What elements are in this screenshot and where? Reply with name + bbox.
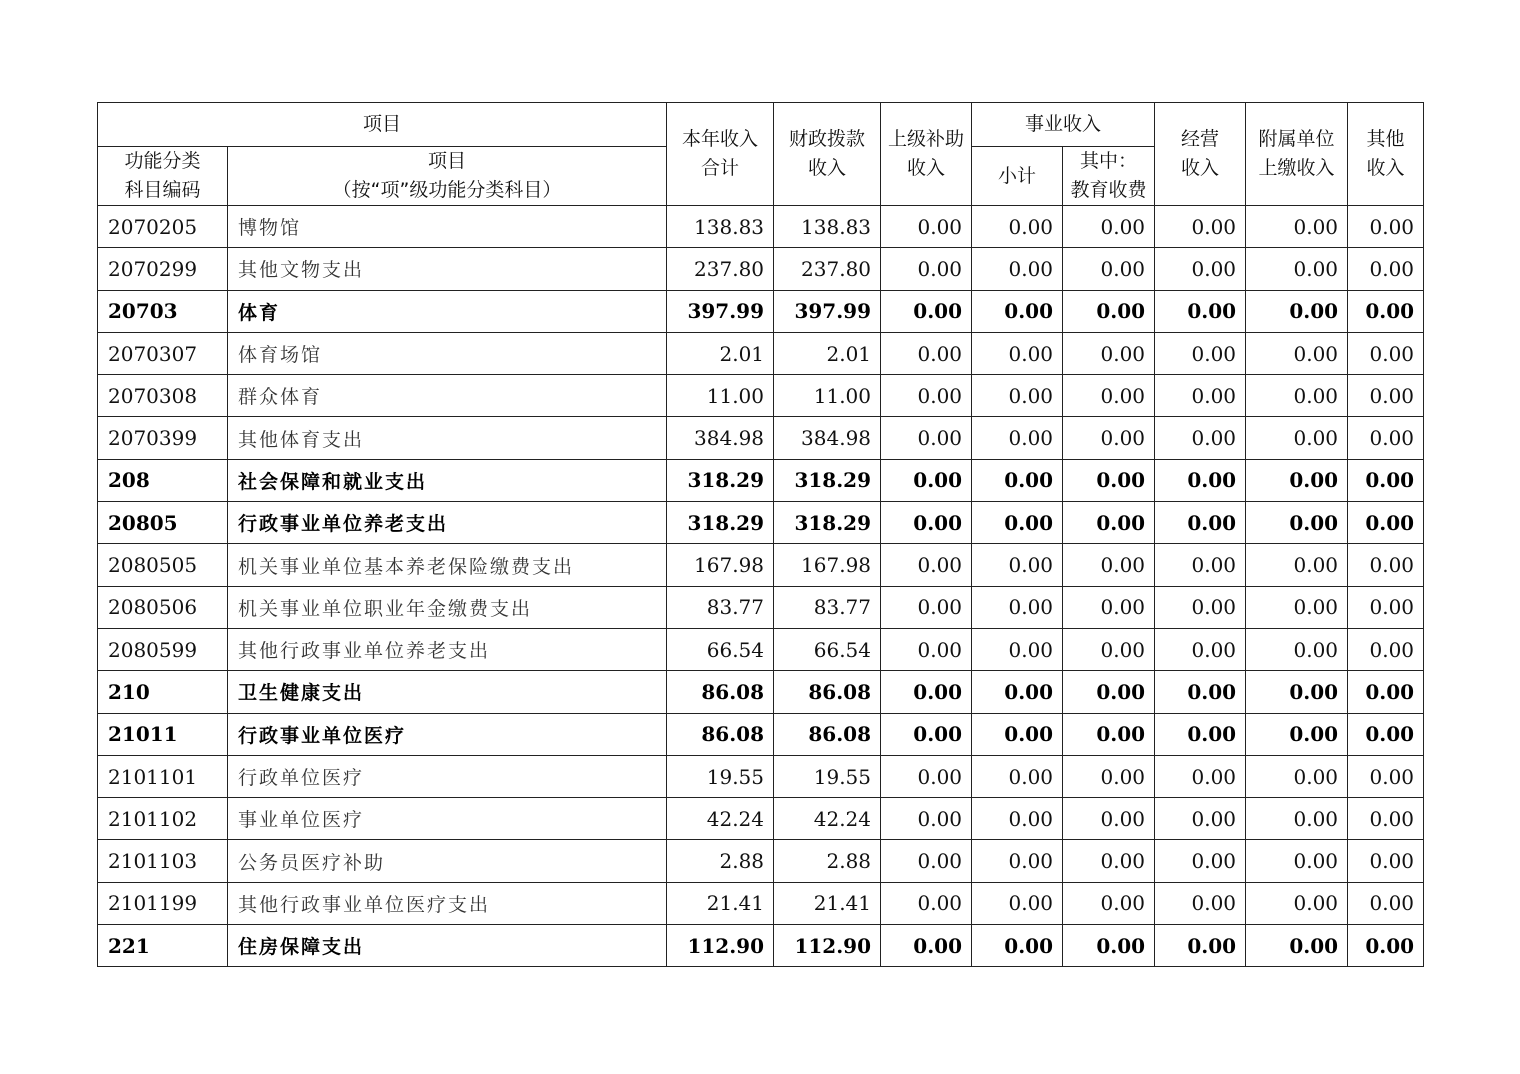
cell-education-fee: 0.00 xyxy=(1063,755,1155,797)
cell-business-subtotal: 0.00 xyxy=(972,586,1063,628)
cell-operating-income: 0.00 xyxy=(1155,544,1246,586)
cell-education-fee: 0.00 xyxy=(1063,417,1155,459)
cell-business-subtotal: 0.00 xyxy=(972,290,1063,332)
cell-operating-income: 0.00 xyxy=(1155,290,1246,332)
cell-operating-income: 0.00 xyxy=(1155,375,1246,417)
cell-superior-subsidy: 0.00 xyxy=(881,882,972,924)
table-row xyxy=(98,502,1424,544)
cell-function-code: 221 xyxy=(98,925,228,967)
cell-operating-income: 0.00 xyxy=(1155,671,1246,713)
cell-other-income: 0.00 xyxy=(1348,459,1424,501)
cell-superior-subsidy: 0.00 xyxy=(881,628,972,670)
cell-function-code: 2070299 xyxy=(98,248,228,290)
cell-total-income: 112.90 xyxy=(667,925,774,967)
cell-education-fee: 0.00 xyxy=(1063,882,1155,924)
cell-total-income: 397.99 xyxy=(667,290,774,332)
cell-business-subtotal: 0.00 xyxy=(972,882,1063,924)
cell-total-income: 19.55 xyxy=(667,755,774,797)
table-row xyxy=(98,206,1424,248)
table-row xyxy=(98,925,1424,967)
cell-total-income: 11.00 xyxy=(667,375,774,417)
cell-education-fee: 0.00 xyxy=(1063,798,1155,840)
cell-superior-subsidy: 0.00 xyxy=(881,755,972,797)
cell-fiscal-appropriation: 21.41 xyxy=(774,882,881,924)
cell-operating-income: 0.00 xyxy=(1155,713,1246,755)
cell-superior-subsidy: 0.00 xyxy=(881,290,972,332)
cell-item-name: 卫生健康支出 xyxy=(228,671,667,713)
cell-education-fee: 0.00 xyxy=(1063,502,1155,544)
cell-superior-subsidy: 0.00 xyxy=(881,206,972,248)
cell-function-code: 21011 xyxy=(98,713,228,755)
cell-total-income: 83.77 xyxy=(667,586,774,628)
cell-fiscal-appropriation: 318.29 xyxy=(774,502,881,544)
cell-function-code: 2101101 xyxy=(98,755,228,797)
cell-superior-subsidy: 0.00 xyxy=(881,375,972,417)
cell-affiliated-income: 0.00 xyxy=(1246,290,1348,332)
header-business-income: 事业收入 xyxy=(972,103,1155,147)
cell-fiscal-appropriation: 11.00 xyxy=(774,375,881,417)
cell-item-name: 社会保障和就业支出 xyxy=(228,459,667,501)
table-row xyxy=(98,713,1424,755)
cell-function-code: 210 xyxy=(98,671,228,713)
cell-other-income: 0.00 xyxy=(1348,206,1424,248)
cell-fiscal-appropriation: 66.54 xyxy=(774,628,881,670)
cell-item-name: 体育 xyxy=(228,290,667,332)
cell-education-fee: 0.00 xyxy=(1063,628,1155,670)
cell-item-name: 行政单位医疗 xyxy=(228,755,667,797)
cell-total-income: 42.24 xyxy=(667,798,774,840)
cell-item-name: 行政事业单位养老支出 xyxy=(228,502,667,544)
cell-affiliated-income: 0.00 xyxy=(1246,925,1348,967)
cell-affiliated-income: 0.00 xyxy=(1246,628,1348,670)
cell-affiliated-income: 0.00 xyxy=(1246,502,1348,544)
cell-superior-subsidy: 0.00 xyxy=(881,332,972,374)
table-row xyxy=(98,628,1424,670)
cell-other-income: 0.00 xyxy=(1348,628,1424,670)
cell-superior-subsidy: 0.00 xyxy=(881,671,972,713)
cell-fiscal-appropriation: 318.29 xyxy=(774,459,881,501)
cell-other-income: 0.00 xyxy=(1348,375,1424,417)
cell-education-fee: 0.00 xyxy=(1063,248,1155,290)
cell-other-income: 0.00 xyxy=(1348,586,1424,628)
cell-item-name: 其他文物支出 xyxy=(228,248,667,290)
cell-operating-income: 0.00 xyxy=(1155,502,1246,544)
table-row xyxy=(98,840,1424,882)
cell-education-fee: 0.00 xyxy=(1063,713,1155,755)
cell-operating-income: 0.00 xyxy=(1155,417,1246,459)
cell-affiliated-income: 0.00 xyxy=(1246,375,1348,417)
cell-superior-subsidy: 0.00 xyxy=(881,925,972,967)
cell-function-code: 20805 xyxy=(98,502,228,544)
cell-other-income: 0.00 xyxy=(1348,544,1424,586)
cell-function-code: 2080506 xyxy=(98,586,228,628)
cell-business-subtotal: 0.00 xyxy=(972,798,1063,840)
cell-operating-income: 0.00 xyxy=(1155,248,1246,290)
cell-total-income: 167.98 xyxy=(667,544,774,586)
cell-total-income: 384.98 xyxy=(667,417,774,459)
cell-affiliated-income: 0.00 xyxy=(1246,755,1348,797)
cell-operating-income: 0.00 xyxy=(1155,755,1246,797)
cell-fiscal-appropriation: 86.08 xyxy=(774,713,881,755)
table-row xyxy=(98,544,1424,586)
cell-function-code: 20703 xyxy=(98,290,228,332)
cell-fiscal-appropriation: 237.80 xyxy=(774,248,881,290)
header-function-code: 功能分类 科目编码 xyxy=(98,147,228,206)
table-row xyxy=(98,290,1424,332)
cell-fiscal-appropriation: 42.24 xyxy=(774,798,881,840)
cell-business-subtotal: 0.00 xyxy=(972,502,1063,544)
cell-superior-subsidy: 0.00 xyxy=(881,248,972,290)
cell-other-income: 0.00 xyxy=(1348,925,1424,967)
cell-affiliated-income: 0.00 xyxy=(1246,840,1348,882)
cell-superior-subsidy: 0.00 xyxy=(881,713,972,755)
cell-affiliated-income: 0.00 xyxy=(1246,332,1348,374)
table-row xyxy=(98,755,1424,797)
cell-function-code: 208 xyxy=(98,459,228,501)
header-superior-subsidy: 上级补助 收入 xyxy=(881,103,972,206)
table-row xyxy=(98,671,1424,713)
cell-function-code: 2070307 xyxy=(98,332,228,374)
cell-fiscal-appropriation: 86.08 xyxy=(774,671,881,713)
budget-income-table xyxy=(97,102,1424,967)
cell-affiliated-income: 0.00 xyxy=(1246,459,1348,501)
cell-business-subtotal: 0.00 xyxy=(972,459,1063,501)
cell-superior-subsidy: 0.00 xyxy=(881,544,972,586)
header-total-income: 本年收入 合计 xyxy=(667,103,774,206)
cell-affiliated-income: 0.00 xyxy=(1246,586,1348,628)
cell-fiscal-appropriation: 384.98 xyxy=(774,417,881,459)
cell-education-fee: 0.00 xyxy=(1063,459,1155,501)
cell-education-fee: 0.00 xyxy=(1063,375,1155,417)
cell-superior-subsidy: 0.00 xyxy=(881,502,972,544)
cell-other-income: 0.00 xyxy=(1348,671,1424,713)
cell-other-income: 0.00 xyxy=(1348,502,1424,544)
cell-item-name: 事业单位医疗 xyxy=(228,798,667,840)
cell-education-fee: 0.00 xyxy=(1063,586,1155,628)
cell-fiscal-appropriation: 397.99 xyxy=(774,290,881,332)
cell-business-subtotal: 0.00 xyxy=(972,840,1063,882)
cell-superior-subsidy: 0.00 xyxy=(881,459,972,501)
cell-business-subtotal: 0.00 xyxy=(972,417,1063,459)
table-row xyxy=(98,248,1424,290)
header-project: 项目 xyxy=(98,103,667,147)
cell-business-subtotal: 0.00 xyxy=(972,925,1063,967)
cell-other-income: 0.00 xyxy=(1348,713,1424,755)
table-row xyxy=(98,586,1424,628)
cell-item-name: 其他行政事业单位医疗支出 xyxy=(228,882,667,924)
cell-total-income: 66.54 xyxy=(667,628,774,670)
cell-item-name: 机关事业单位职业年金缴费支出 xyxy=(228,586,667,628)
cell-operating-income: 0.00 xyxy=(1155,332,1246,374)
header-affiliated-income: 附属单位 上缴收入 xyxy=(1246,103,1348,206)
header-other-income: 其他 收入 xyxy=(1348,103,1424,206)
cell-operating-income: 0.00 xyxy=(1155,628,1246,670)
cell-function-code: 2070399 xyxy=(98,417,228,459)
cell-education-fee: 0.00 xyxy=(1063,840,1155,882)
cell-education-fee: 0.00 xyxy=(1063,206,1155,248)
cell-operating-income: 0.00 xyxy=(1155,840,1246,882)
cell-business-subtotal: 0.00 xyxy=(972,375,1063,417)
cell-other-income: 0.00 xyxy=(1348,290,1424,332)
cell-business-subtotal: 0.00 xyxy=(972,206,1063,248)
cell-fiscal-appropriation: 83.77 xyxy=(774,586,881,628)
cell-business-subtotal: 0.00 xyxy=(972,332,1063,374)
table-row xyxy=(98,417,1424,459)
table-row xyxy=(98,459,1424,501)
table-row xyxy=(98,375,1424,417)
cell-superior-subsidy: 0.00 xyxy=(881,840,972,882)
cell-fiscal-appropriation: 138.83 xyxy=(774,206,881,248)
cell-function-code: 2070308 xyxy=(98,375,228,417)
cell-total-income: 318.29 xyxy=(667,502,774,544)
cell-other-income: 0.00 xyxy=(1348,755,1424,797)
header-fiscal-appropriation: 财政拨款 收入 xyxy=(774,103,881,206)
table-header xyxy=(98,103,1424,206)
cell-fiscal-appropriation: 2.88 xyxy=(774,840,881,882)
cell-business-subtotal: 0.00 xyxy=(972,544,1063,586)
cell-function-code: 2101102 xyxy=(98,798,228,840)
cell-business-subtotal: 0.00 xyxy=(972,755,1063,797)
cell-operating-income: 0.00 xyxy=(1155,925,1246,967)
header-education-fee: 其中： 教育收费 xyxy=(1063,147,1155,206)
cell-total-income: 2.88 xyxy=(667,840,774,882)
cell-item-name: 机关事业单位基本养老保险缴费支出 xyxy=(228,544,667,586)
cell-operating-income: 0.00 xyxy=(1155,586,1246,628)
cell-operating-income: 0.00 xyxy=(1155,459,1246,501)
cell-total-income: 138.83 xyxy=(667,206,774,248)
cell-affiliated-income: 0.00 xyxy=(1246,671,1348,713)
table-row xyxy=(98,332,1424,374)
header-operating-income: 经营 收入 xyxy=(1155,103,1246,206)
cell-education-fee: 0.00 xyxy=(1063,544,1155,586)
cell-function-code: 2070205 xyxy=(98,206,228,248)
cell-item-name: 行政事业单位医疗 xyxy=(228,713,667,755)
cell-superior-subsidy: 0.00 xyxy=(881,798,972,840)
cell-total-income: 86.08 xyxy=(667,671,774,713)
cell-superior-subsidy: 0.00 xyxy=(881,417,972,459)
cell-affiliated-income: 0.00 xyxy=(1246,206,1348,248)
cell-education-fee: 0.00 xyxy=(1063,925,1155,967)
cell-fiscal-appropriation: 112.90 xyxy=(774,925,881,967)
cell-total-income: 318.29 xyxy=(667,459,774,501)
cell-other-income: 0.00 xyxy=(1348,248,1424,290)
cell-function-code: 2101103 xyxy=(98,840,228,882)
cell-business-subtotal: 0.00 xyxy=(972,671,1063,713)
header-subtotal: 小计 xyxy=(972,147,1063,206)
cell-affiliated-income: 0.00 xyxy=(1246,713,1348,755)
cell-operating-income: 0.00 xyxy=(1155,798,1246,840)
cell-item-name: 其他体育支出 xyxy=(228,417,667,459)
cell-fiscal-appropriation: 167.98 xyxy=(774,544,881,586)
cell-other-income: 0.00 xyxy=(1348,840,1424,882)
cell-fiscal-appropriation: 19.55 xyxy=(774,755,881,797)
table-body xyxy=(98,206,1424,967)
cell-other-income: 0.00 xyxy=(1348,417,1424,459)
cell-affiliated-income: 0.00 xyxy=(1246,544,1348,586)
cell-total-income: 2.01 xyxy=(667,332,774,374)
cell-superior-subsidy: 0.00 xyxy=(881,586,972,628)
cell-item-name: 博物馆 xyxy=(228,206,667,248)
cell-fiscal-appropriation: 2.01 xyxy=(774,332,881,374)
cell-item-name: 体育场馆 xyxy=(228,332,667,374)
cell-other-income: 0.00 xyxy=(1348,332,1424,374)
cell-other-income: 0.00 xyxy=(1348,882,1424,924)
cell-affiliated-income: 0.00 xyxy=(1246,417,1348,459)
cell-business-subtotal: 0.00 xyxy=(972,248,1063,290)
cell-item-name: 其他行政事业单位养老支出 xyxy=(228,628,667,670)
cell-affiliated-income: 0.00 xyxy=(1246,248,1348,290)
cell-item-name: 群众体育 xyxy=(228,375,667,417)
table-row xyxy=(98,882,1424,924)
cell-education-fee: 0.00 xyxy=(1063,332,1155,374)
table-row xyxy=(98,798,1424,840)
cell-total-income: 86.08 xyxy=(667,713,774,755)
cell-item-name: 公务员医疗补助 xyxy=(228,840,667,882)
cell-operating-income: 0.00 xyxy=(1155,206,1246,248)
cell-affiliated-income: 0.00 xyxy=(1246,798,1348,840)
cell-function-code: 2101199 xyxy=(98,882,228,924)
cell-business-subtotal: 0.00 xyxy=(972,628,1063,670)
cell-affiliated-income: 0.00 xyxy=(1246,882,1348,924)
cell-total-income: 237.80 xyxy=(667,248,774,290)
cell-total-income: 21.41 xyxy=(667,882,774,924)
header-item: 项目 （按“项”级功能分类科目） xyxy=(228,147,667,206)
cell-function-code: 2080599 xyxy=(98,628,228,670)
cell-business-subtotal: 0.00 xyxy=(972,713,1063,755)
cell-other-income: 0.00 xyxy=(1348,798,1424,840)
cell-item-name: 住房保障支出 xyxy=(228,925,667,967)
cell-education-fee: 0.00 xyxy=(1063,671,1155,713)
cell-operating-income: 0.00 xyxy=(1155,882,1246,924)
cell-education-fee: 0.00 xyxy=(1063,290,1155,332)
cell-function-code: 2080505 xyxy=(98,544,228,586)
